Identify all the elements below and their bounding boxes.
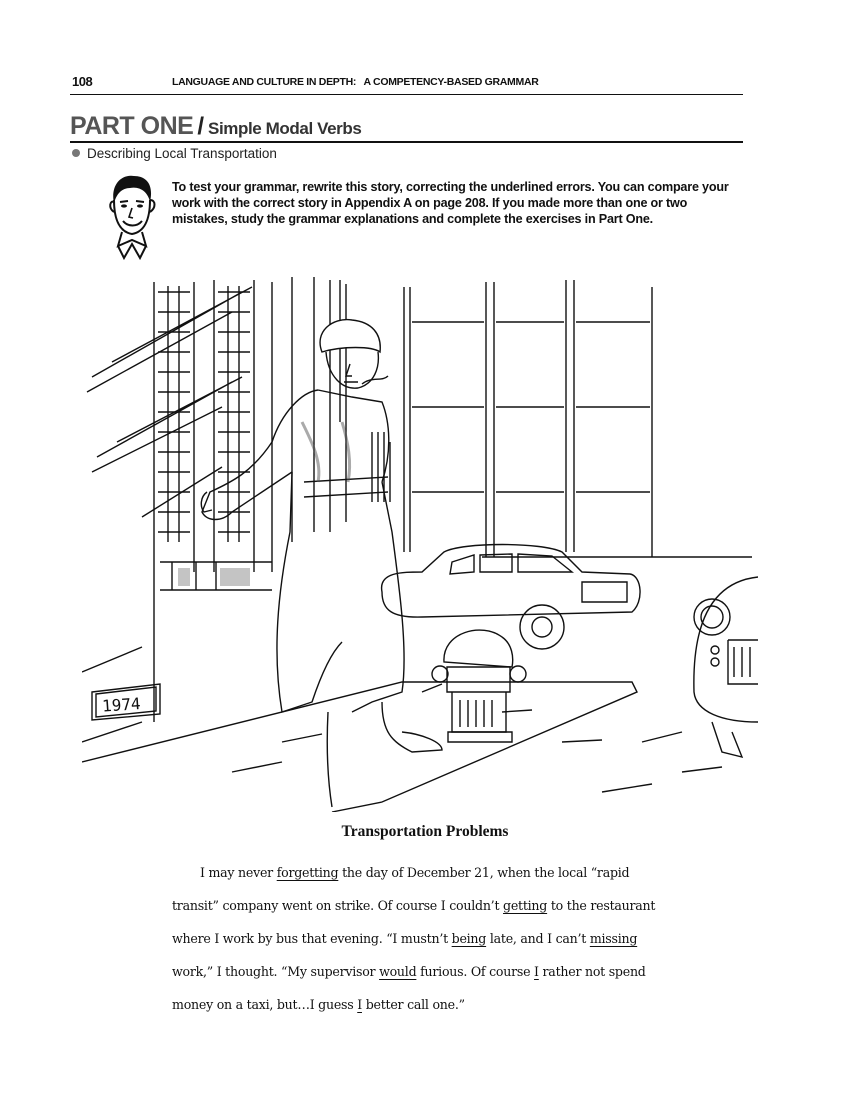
- part-label: PART ONE: [70, 112, 194, 140]
- running-head: [70, 74, 743, 95]
- underlined-error: I: [534, 964, 539, 979]
- underlined-error: being: [451, 931, 487, 946]
- building-number-sign-text: 1974: [101, 694, 142, 716]
- story-line: [172, 955, 712, 988]
- story-line: [172, 889, 712, 922]
- section-title: Simple Modal Verbs: [208, 119, 362, 138]
- wind-lines: [87, 287, 252, 517]
- story-text-segment: money on a taxi, but…I guess: [172, 997, 358, 1012]
- story-text-segment: where I work by bus that evening. “I mustn’t: [172, 931, 452, 946]
- bullet-icon: [72, 149, 80, 157]
- topic-text: Describing Local Transportation: [87, 146, 277, 161]
- parked-car: [382, 545, 641, 650]
- story-text-segment: I may never: [200, 865, 277, 880]
- underlined-error: getting: [503, 898, 548, 913]
- glass-building-right: [404, 280, 752, 557]
- taxi-front: [694, 577, 758, 757]
- story-line: [172, 988, 712, 1021]
- story-text-segment: work,” I thought. “My supervisor: [172, 964, 380, 979]
- story-text-segment: rather not spend: [538, 964, 646, 979]
- underlined-error: forgetting: [276, 865, 339, 880]
- story-title: Transportation Problems: [341, 823, 509, 840]
- story-line: [172, 922, 712, 955]
- grid-building-left: [154, 280, 272, 722]
- middle-building: [292, 277, 390, 542]
- story-text: [172, 856, 712, 1021]
- fire-hydrant: [432, 630, 526, 742]
- page-number: 108: [72, 74, 93, 89]
- story-text-segment: the day of December 21, when the local “rapid: [338, 865, 630, 880]
- part-slash: /: [197, 113, 204, 140]
- story-text-segment: to the restaurant: [547, 898, 656, 913]
- story-text-segment: late, and I can’t: [486, 931, 590, 946]
- teacher-face-icon: [100, 170, 162, 260]
- story-text-segment: furious. Of course: [416, 964, 535, 979]
- section-heading: [70, 112, 743, 143]
- sidewalk-curb: [82, 647, 722, 812]
- instructions-text: To test your grammar, rewrite this story, correcting the underlined errors. You can compare your work with the correct story in Appendix A on page 208. If you made more than one or two mistakes, study the grammar explanations and complete the exercises in Part One.: [172, 180, 729, 226]
- underlined-error: would: [379, 964, 417, 979]
- topic-line: [72, 146, 277, 161]
- street-illustration: [82, 272, 758, 812]
- book-title: LANGUAGE AND CULTURE IN DEPTH: A COMPETENCY-BASED GRAMMAR: [172, 76, 539, 88]
- story-text-segment: better call one.”: [361, 997, 465, 1012]
- story-line: [172, 856, 712, 889]
- underlined-error: missing: [589, 931, 638, 946]
- underlined-error: I: [357, 997, 362, 1012]
- story-text-segment: transit” company went on strike. Of course I couldn’t: [172, 898, 504, 913]
